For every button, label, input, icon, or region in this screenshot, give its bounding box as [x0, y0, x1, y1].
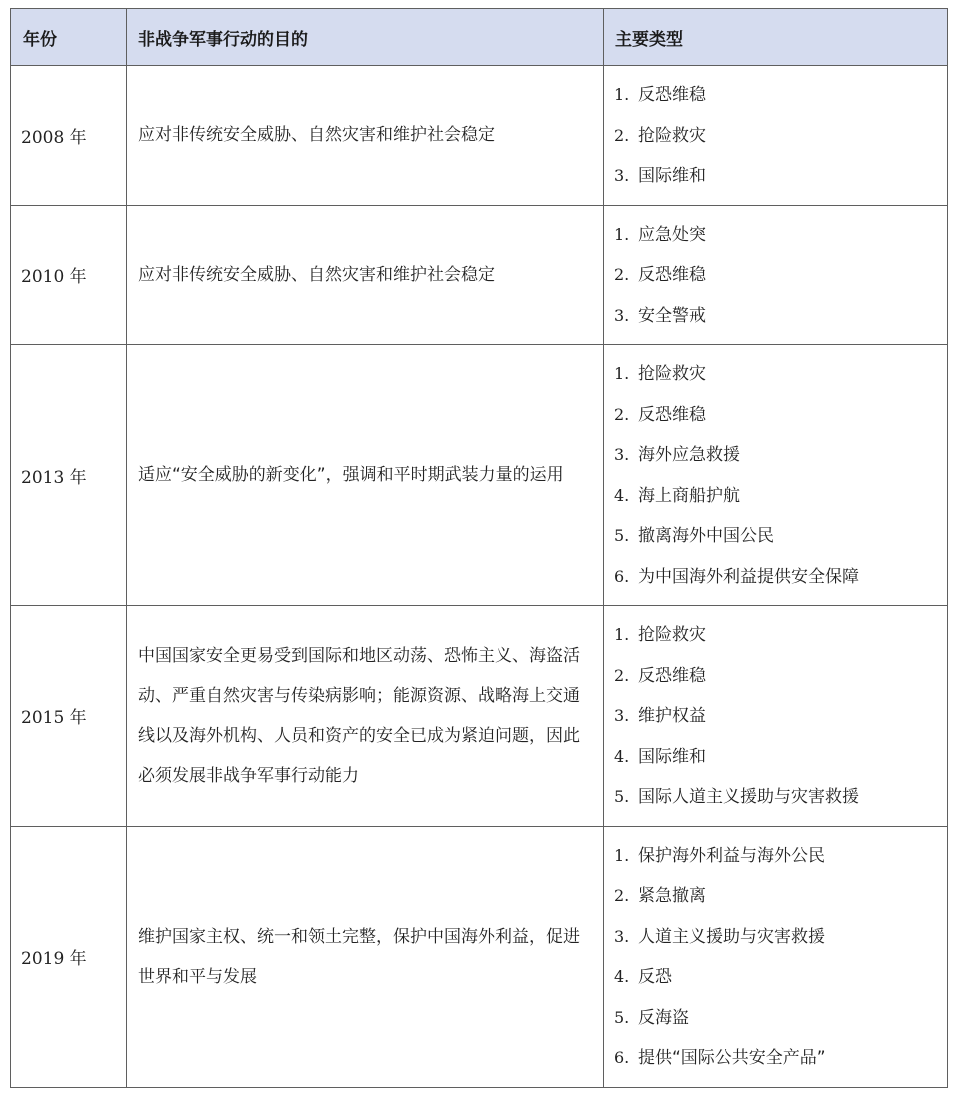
list-item-number: 3.	[614, 926, 630, 946]
list-item	[614, 957, 947, 998]
list-item	[614, 395, 947, 436]
header-purpose: 非战争军事行动的目的	[127, 9, 604, 66]
year-cell	[11, 826, 127, 1087]
list-item-number: 2.	[614, 665, 630, 685]
year-value: 2019	[21, 949, 65, 969]
year-unit: 年	[69, 267, 87, 288]
table-header	[11, 9, 948, 66]
list-item	[614, 296, 947, 337]
list-item	[614, 836, 947, 877]
types-cell	[604, 66, 948, 206]
list-item	[614, 696, 947, 737]
list-item-text: 人道主义援助与灾害救援	[638, 926, 825, 947]
list-item	[614, 116, 947, 157]
header-row	[11, 9, 948, 66]
year-value: 2008	[21, 127, 65, 148]
purpose-cell: 中国国家安全更易受到国际和地区动荡、恐怖主义、海盗活动、严重自然灾害与传染病影响；能源资源、战略海上交通线以及海外机构、人员和资产的安全已成为紧迫问题，因此必须发展非战争军事行动能力	[127, 606, 604, 827]
list-item-number: 3.	[614, 166, 630, 185]
types-list	[614, 215, 947, 337]
list-item	[614, 656, 947, 697]
list-item-text: 维护权益	[638, 706, 706, 726]
list-item	[614, 876, 947, 917]
year-cell	[11, 66, 127, 206]
year-unit: 年	[69, 708, 87, 729]
table-row	[11, 345, 948, 606]
list-item-text: 抢险救灾	[638, 125, 706, 146]
table-row	[11, 66, 948, 206]
list-item	[614, 557, 947, 598]
table-row	[11, 606, 948, 827]
list-item	[614, 737, 947, 778]
list-item-text: 海外应急救援	[638, 445, 740, 465]
types-list	[614, 615, 947, 818]
list-item	[614, 516, 947, 557]
list-item-text: 反海盗	[638, 1007, 689, 1028]
list-item-number: 2.	[614, 404, 630, 424]
types-cell	[604, 606, 948, 827]
table-body	[11, 66, 948, 1088]
types-cell	[604, 205, 948, 345]
list-item-number: 3.	[614, 445, 630, 464]
year-cell	[11, 345, 127, 606]
year-unit: 年	[69, 949, 87, 969]
year-value: 2015	[21, 708, 65, 729]
list-item	[614, 156, 947, 197]
header-year: 年份	[11, 9, 127, 66]
list-item-number: 2.	[614, 265, 630, 284]
list-item-number: 5.	[614, 787, 630, 806]
list-item-number: 3.	[614, 305, 630, 325]
list-item-text: 应急处突	[638, 224, 706, 245]
purpose-cell: 维护国家主权、统一和领土完整，保护中国海外利益，促进世界和平与发展	[127, 826, 604, 1087]
list-item-text: 反恐维稳	[638, 265, 706, 285]
list-item	[614, 215, 947, 256]
year-unit: 年	[69, 467, 87, 488]
list-item-text: 海上商船护航	[638, 485, 740, 506]
types-cell	[604, 345, 948, 606]
list-item-text: 保护海外利益与海外公民	[638, 845, 825, 866]
list-item	[614, 476, 947, 517]
list-item	[614, 435, 947, 476]
policy-table	[10, 8, 948, 1088]
list-item-number: 1.	[614, 224, 630, 244]
list-item-number: 3.	[614, 706, 630, 725]
list-item-text: 抢险救灾	[638, 625, 706, 645]
year-cell	[11, 606, 127, 827]
year-cell	[11, 205, 127, 345]
list-item-number: 6.	[614, 1048, 630, 1067]
list-item	[614, 917, 947, 958]
year-unit: 年	[69, 127, 87, 148]
list-item	[614, 354, 947, 395]
list-item-number: 2.	[614, 886, 630, 905]
list-item-text: 反恐维稳	[638, 404, 706, 425]
list-item-text: 国际人道主义援助与灾害救援	[638, 787, 859, 807]
list-item-text: 国际维和	[638, 166, 706, 186]
list-item	[614, 1038, 947, 1079]
list-item-text: 抢险救灾	[638, 364, 706, 384]
purpose-cell: 应对非传统安全威胁、自然灾害和维护社会稳定	[127, 66, 604, 206]
list-item-number: 4.	[614, 967, 630, 986]
list-item-number: 4.	[614, 485, 630, 505]
types-list	[614, 836, 947, 1079]
list-item-text: 国际维和	[638, 746, 706, 767]
list-item-number: 1.	[614, 364, 630, 383]
list-item-text: 撤离海外中国公民	[638, 526, 774, 546]
types-cell	[604, 826, 948, 1087]
year-value: 2013	[21, 467, 65, 488]
list-item	[614, 75, 947, 116]
list-item-text: 紧急撤离	[638, 886, 706, 906]
types-list	[614, 354, 947, 597]
list-item-text: 提供“国际公共安全产品”	[638, 1048, 826, 1068]
list-item-number: 4.	[614, 746, 630, 766]
list-item-number: 1.	[614, 85, 630, 104]
list-item	[614, 255, 947, 296]
purpose-cell: 应对非传统安全威胁、自然灾害和维护社会稳定	[127, 205, 604, 345]
list-item	[614, 777, 947, 818]
table-row	[11, 205, 948, 345]
header-types: 主要类型	[604, 9, 948, 66]
table-row	[11, 826, 948, 1087]
list-item-number: 1.	[614, 625, 630, 644]
list-item	[614, 998, 947, 1039]
list-item-number: 5.	[614, 1007, 630, 1027]
list-item-number: 6.	[614, 566, 630, 586]
list-item-text: 安全警戒	[638, 305, 706, 326]
list-item-text: 反恐维稳	[638, 665, 706, 686]
list-item-text: 反恐维稳	[638, 85, 706, 105]
list-item-text: 为中国海外利益提供安全保障	[638, 566, 859, 587]
types-list	[614, 75, 947, 197]
list-item-number: 2.	[614, 125, 630, 145]
list-item-text: 反恐	[638, 967, 672, 987]
purpose-cell: 适应“安全威胁的新变化”，强调和平时期武装力量的运用	[127, 345, 604, 606]
list-item	[614, 615, 947, 656]
list-item-number: 1.	[614, 845, 630, 865]
year-value: 2010	[21, 267, 65, 288]
list-item-number: 5.	[614, 526, 630, 545]
